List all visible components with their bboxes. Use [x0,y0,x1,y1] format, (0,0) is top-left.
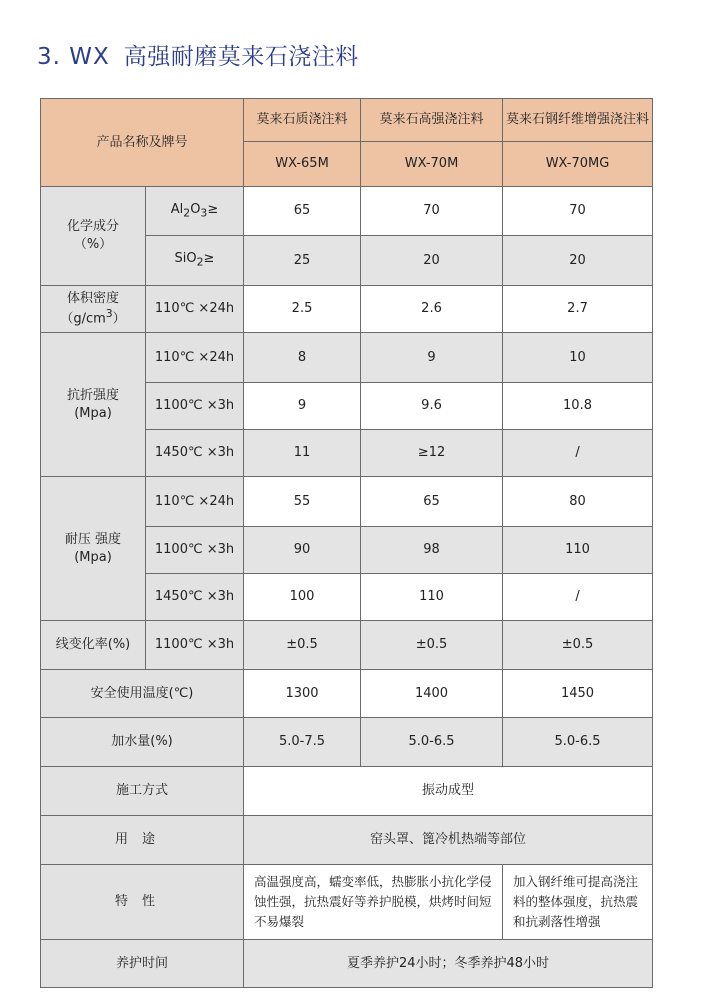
cell-value: 90 [244,527,361,574]
cell-value: 2.5 [244,286,361,333]
cell-value: 20 [361,236,503,286]
cell-value: / [503,574,653,621]
cell-value: 98 [361,527,503,574]
product-name: 莫来石高强浇注料 [361,99,503,142]
condition: 110℃ ×24h [146,286,244,333]
table-row [41,865,653,940]
header-row-names [41,99,653,142]
condition: 110℃ ×24h [146,333,244,383]
cell-value: 9.6 [361,383,503,430]
cell-value: 65 [361,477,503,527]
product-code: WX-70M [361,142,503,187]
safe-temp-label: 安全使用温度(℃) [41,670,244,718]
page-title [37,38,359,71]
cell-value: 55 [244,477,361,527]
condition: 1100℃ ×3h [146,621,244,670]
table-row [41,286,653,333]
density-label: 体积密度 $(g/cm^3)$ [41,286,146,333]
water-label: 加水量(%) [41,718,244,767]
cell-value: 9 [244,383,361,430]
cell-value: 9 [361,333,503,383]
compressive-label: 耐压 强度 (Mpa) [41,477,146,621]
cell-value: ±0.5 [503,621,653,670]
product-name: 莫来石质浇注料 [244,99,361,142]
cell-value: 2.6 [361,286,503,333]
table-row [41,333,653,383]
condition-al2o3: $Al_2O_3\ge$ [146,187,244,236]
features-note-2: 加入钢纤维可提高浇注料的整体强度，抗热震和抗剥落性增强 [503,865,653,940]
spec-table [40,98,653,988]
cell-value: / [503,430,653,477]
usage-value: 窑头罩、篦冷机热端等部位 [244,816,653,865]
condition: 1100℃ ×3h [146,383,244,430]
product-name: 莫来石钢纤维增强浇注料 [503,99,653,142]
cell-value: 5.0-6.5 [503,718,653,767]
cell-value: ±0.5 [244,621,361,670]
table-row [41,187,653,236]
table-row [41,767,653,816]
section-number: 3. WX [37,44,110,70]
cell-value: 1300 [244,670,361,718]
flexural-label: 抗折强度 (Mpa) [41,333,146,477]
cell-value: 100 [244,574,361,621]
condition: 1450℃ ×3h [146,574,244,621]
curing-label: 养护时间 [41,940,244,988]
cell-value: 1400 [361,670,503,718]
features-label: 特性 [41,865,244,940]
table-row [41,477,653,527]
cell-value: 20 [503,236,653,286]
cell-value: 8 [244,333,361,383]
section-title: 高强耐磨莫来石浇注料 [123,44,359,70]
condition-sio2: SiO$_2$≥ [146,236,244,286]
cell-value: 70 [503,187,653,236]
cell-value: 10 [503,333,653,383]
cell-value: ±0.5 [361,621,503,670]
cell-value: 10.8 [503,383,653,430]
curing-value: 夏季养护24小时；冬季养护48小时 [244,940,653,988]
cell-value: 1450 [503,670,653,718]
header-label: 产品名称及牌号 [41,99,244,187]
cell-value: 70 [361,187,503,236]
cell-value: 2.7 [503,286,653,333]
cell-value: 5.0-6.5 [361,718,503,767]
table-row [41,940,653,988]
usage-label: 用途 [41,816,244,865]
condition: 1450℃ ×3h [146,430,244,477]
table-row [41,621,653,670]
product-code: WX-70MG [503,142,653,187]
cell-value: 80 [503,477,653,527]
linear-change-label: 线变化率(%) [41,621,146,670]
cell-value: 110 [361,574,503,621]
chem-label: 化学成分 （%） [41,187,146,286]
construction-value: 振动成型 [244,767,653,816]
cell-value: 110 [503,527,653,574]
table-row [41,670,653,718]
table-row [41,816,653,865]
cell-value: 65 [244,187,361,236]
features-note-1: 高温强度高，蠕变率低，热膨胀小抗化学侵蚀性强，抗热震好等养护脱模，烘烤时间短不易爆裂 [244,865,503,940]
cell-value: 11 [244,430,361,477]
product-code: WX-65M [244,142,361,187]
condition: 1100℃ ×3h [146,527,244,574]
cell-value: ≥12 [361,430,503,477]
table-row [41,718,653,767]
cell-value: 5.0-7.5 [244,718,361,767]
condition: 110℃ ×24h [146,477,244,527]
cell-value: 25 [244,236,361,286]
construction-label: 施工方式 [41,767,244,816]
